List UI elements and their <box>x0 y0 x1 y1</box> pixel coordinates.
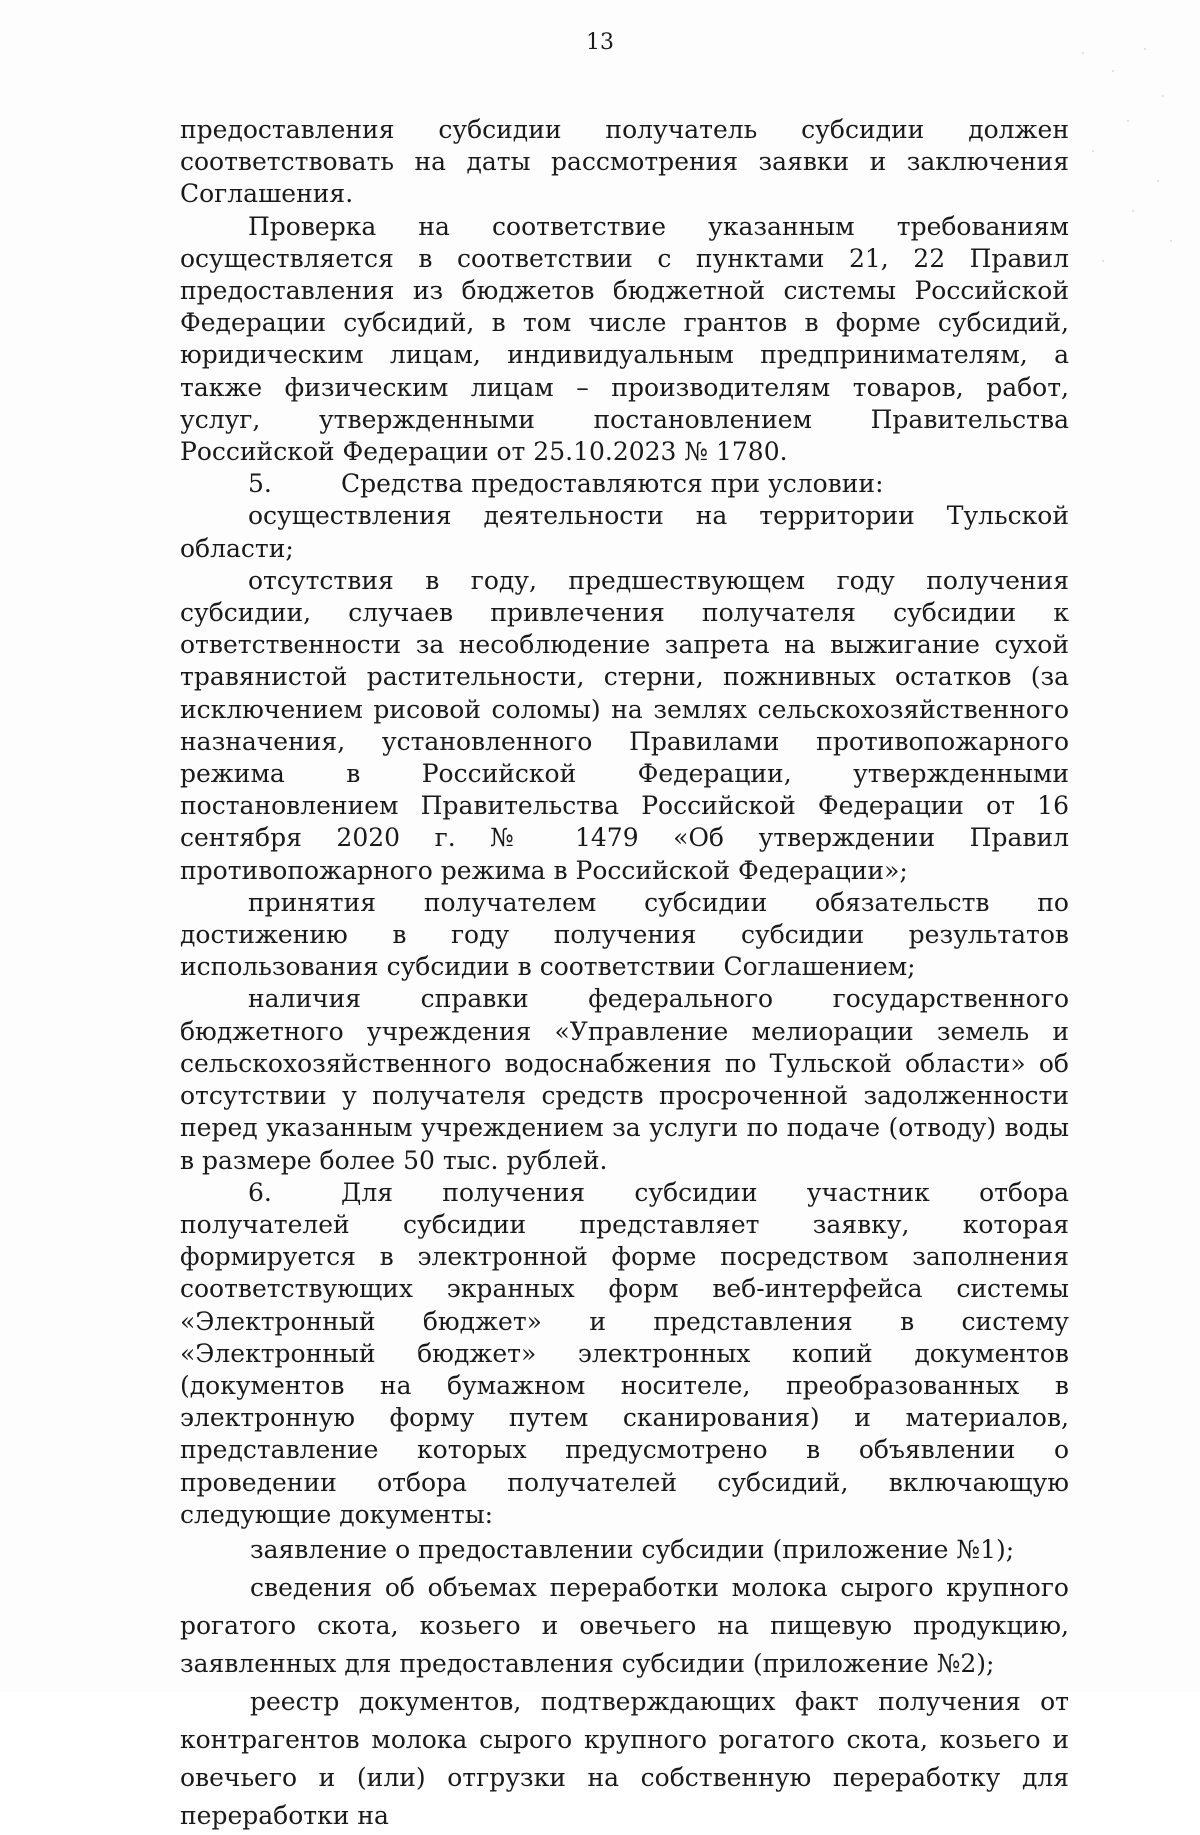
page-number: 13 <box>586 30 614 55</box>
scan-noise <box>1072 40 1182 280</box>
list-item-application: заявление о предоставлении субсидии (приложение №1); <box>250 1534 1015 1564</box>
paragraph-condition-fire-safety: отсутствия в году, предшествующем году получения субсидии, случаев привлечения получателя субсидии к ответственности за несоблюдение запрета на выжигание сухой травянистой растительности, стерни, пожнивных остатков (за исключением рисовой соломы) на землях сельскохозяйственного назначения, установленного Правилами противопожарного режима в Российской Федерации, утвержденными постановлением Правительства Российской Федерации от 16 сентября 2020 г. № 1479 «Об утверждении Правил противопожарного режима в Российской Федерации»; <box>180 565 1069 885</box>
paragraph-item-6 <box>180 1177 1069 1531</box>
paragraph-continuation: предоставления субсидии получатель субсидии должен соответствовать на даты рассмотрения заявки и заключения Соглашения. <box>180 115 1069 209</box>
list-item-processing-volumes: сведения об объемах переработки молока сырого крупного рогатого скота, козьего и овечьего на пищевую продукцию, заявленных для предоставления субсидии (приложение №2); <box>180 1572 1069 1678</box>
paragraph-condition-certificate: наличия справки федерального государственного бюджетного учреждения «Управление мелиорации земель и сельскохозяйственного водоснабжения по Тульской области» об отсутствии у получателя средств просроченной задолженности перед указанным учреждением за услуги по подаче (отводу) воды в размере более 50 тыс. рублей. <box>180 984 1069 1175</box>
paragraph-item-5 <box>180 468 1069 500</box>
document-body <box>180 114 1069 1835</box>
item-number-6: 6. <box>248 1177 272 1207</box>
paragraph-condition-obligations: принятия получателем субсидии обязательств по достижению в году получения субсидии результатов использования субсидии в соответствии Соглашением; <box>180 887 1069 982</box>
paragraph-verification: Проверка на соответствие указанным требованиям осуществляется в соответствии с пунктами 21, 22 Правил предоставления из бюджетов бюджетной системы Российской Федерации субсидий, в том числе грантов в форме субсидий, юридическим лицам, индивидуальным предпринимателям, а также физическим лицам – производителям товаров, работ, услуг, утвержденными постановлением Правительства Российской Федерации от 25.10.2023 № 1780. <box>180 211 1069 467</box>
item-number-5: 5. <box>248 469 272 499</box>
paragraph-condition-territory: осуществления деятельности на территории Тульской области; <box>180 501 1069 563</box>
list-item-document-register: реестр документов, подтверждающих факт получения от контрагентов молока сырого крупного рогатого скота, козьего и овечьего и (или) отгрузки на собственную переработку для переработки на <box>180 1686 1069 1830</box>
item-6-text: Для получения субсидии участник отбора получателей субсидии представляет заявку, которая формируется в электронной форме посредством заполнения соответствующих экранных форм веб-интерфейса системы «Электронный бюджет» и представления в систему «Электронный бюджет» электронных копий документов (документов на бумажном носителе, преобразованных в электронную форму путем сканирования) и материалов, представление которых предусмотрено в объявлении о проведении отбора получателей субсидий, включающую следующие документы: <box>180 1177 1069 1529</box>
item-5-text: Средства предоставляются при условии: <box>341 469 884 499</box>
